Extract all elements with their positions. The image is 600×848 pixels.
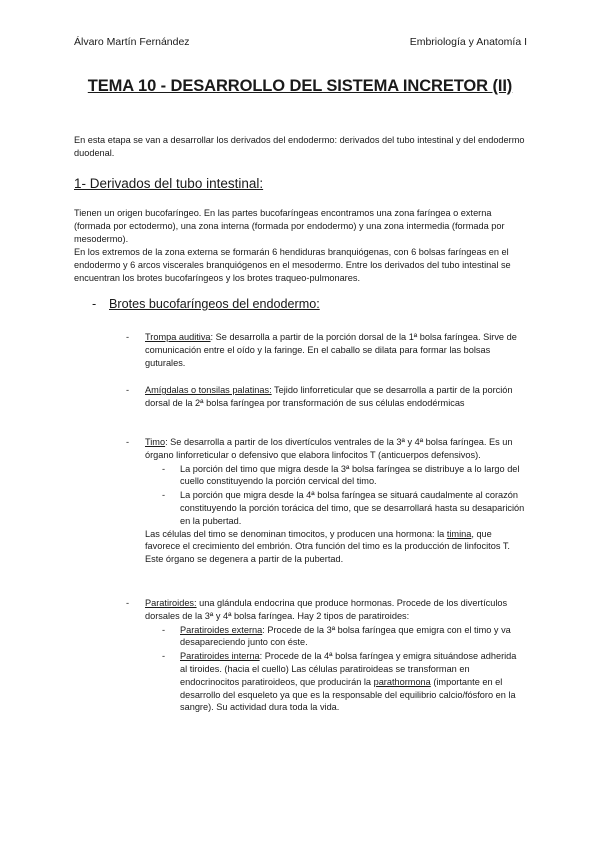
- item-term: Timo: [145, 437, 166, 447]
- bullet: -: [126, 437, 130, 447]
- bullet: -: [162, 490, 166, 501]
- item-text: una glándula endocrina que produce hormonas. Procede de los divertículos dorsales de la 3ª y 4ª bolsa faríngea. Hay 2 tipos de paratiroides:: [145, 598, 508, 621]
- subsection-dash: -: [92, 297, 97, 311]
- item-tail-text: [145, 528, 526, 566]
- list-item: [126, 597, 526, 714]
- item-text: : Se desarrolla a partir de la porción dorsal de la 1ª bolsa faríngea. Sirve de comunicación entre el oído y la faringe. En el caballo se dilata para formar las bolsas guturales.: [145, 332, 517, 368]
- section-heading: 1- Derivados del tubo intestinal:: [74, 176, 264, 191]
- sub-item-text: : Procede de la 4ª bolsa faríngea y emigra situándose adherida al tiroides. (hacia el cuello) Las células paratiroideas se transforman en endocrinocitos paratiroideos, que producirán la: [180, 651, 517, 687]
- bullet: -: [162, 624, 166, 635]
- subsection-heading: [92, 297, 320, 311]
- bullet: -: [162, 651, 166, 662]
- bullet: -: [126, 332, 130, 342]
- list-item: [126, 384, 526, 410]
- sub-item-term-2: parathormona: [373, 676, 431, 687]
- subsection-title: Brotes bucofaríngeos del endodermo:: [109, 297, 320, 311]
- header-author: Álvaro Martín Fernández: [74, 36, 190, 48]
- tail-text-a: Las células del timo se denominan timocitos, y producen una hormona: la: [145, 528, 447, 539]
- sub-item-text-b: (importante en el desarrollo del esqueleto ya que es la responsable del equilibrio calcio/fósforo en la sangre). Su actividad dura toda la vida.: [180, 676, 516, 713]
- tail-text-b: , que favorece el crecimiento del embrión. Otra función del timo es la producción de linfocitos T. Este órgano se degenera a partir de la pubertad.: [145, 528, 510, 565]
- bullet: -: [126, 385, 130, 395]
- tail-term: timina: [446, 528, 472, 539]
- sub-list-item: [162, 650, 526, 714]
- section-paragraph-1: Tienen un origen bucofaríngeo. En las partes bucofaríngeas encontramos una zona faríngea o externa (formada por ectodermo), una zona interna (formada por endodermo) y una zona intermedia (formada por mesodermo).: [74, 208, 505, 244]
- list-item: [126, 436, 526, 566]
- sub-list-item: [162, 489, 526, 527]
- bullet: -: [126, 598, 130, 608]
- sub-item-term: Paratiroides interna: [180, 651, 260, 662]
- intro-paragraph: En esta etapa se van a desarrollar los derivados del endodermo: derivados del tubo intestinal y del endodermo duodenal.: [74, 135, 525, 158]
- section-paragraph-2: En los extremos de la zona externa se formarán 6 hendiduras branquiógenas, con 6 bolsas faríngeas en el endodermo y 6 arcos viscerales branquiógenos en el mesodermo. Entre los derivados del tubo intestinal se encuentran los brotes bucofaríngeos y los brotes traqueo-pulmonares.: [74, 247, 511, 283]
- item-text: : Se desarrolla a partir de los divertículos ventrales de la 3ª y 4ª bolsa faríngea. Es un órgano linforreticular o defensivo que elabora linfocitos T (anticuerpos defensivos).: [145, 437, 513, 460]
- list-item: [126, 331, 526, 369]
- sub-list-item: [162, 463, 526, 489]
- item-text: Tejido linforreticular que se desarrolla a partir de la porción dorsal de la 2ª bolsa faríngea por transformación de sus células endodérmicas: [145, 385, 513, 408]
- item-term: Amígdalas o tonsilas palatinas:: [145, 385, 272, 395]
- item-term: Trompa auditiva: [145, 332, 211, 342]
- page-title: TEMA 10 - DESARROLLO DEL SISTEMA INCRETOR (II): [87, 77, 513, 95]
- item-term: Paratiroides:: [145, 598, 197, 608]
- sub-item-term: Paratiroides externa: [180, 624, 263, 635]
- sub-item-text: La porción que migra desde la 4ª bolsa faríngea se situará caudalmente al corazón constituyendo la porción torácica del timo, que se desarrollará hasta su desaparición en la pubertad.: [180, 490, 525, 526]
- sub-item-text: La porción del timo que migra desde la 3ª bolsa faríngea se distribuye a lo largo del cuello constituyendo la porción cervical del timo.: [180, 463, 520, 487]
- sub-list-item: [162, 624, 526, 650]
- bullet: -: [162, 463, 166, 474]
- sub-item-text: : Procede de la 3ª bolsa faríngea que emigra con el timo y va desapareciendo junto con éste.: [180, 624, 511, 648]
- header-subject: Embriología y Anatomía I: [409, 36, 527, 48]
